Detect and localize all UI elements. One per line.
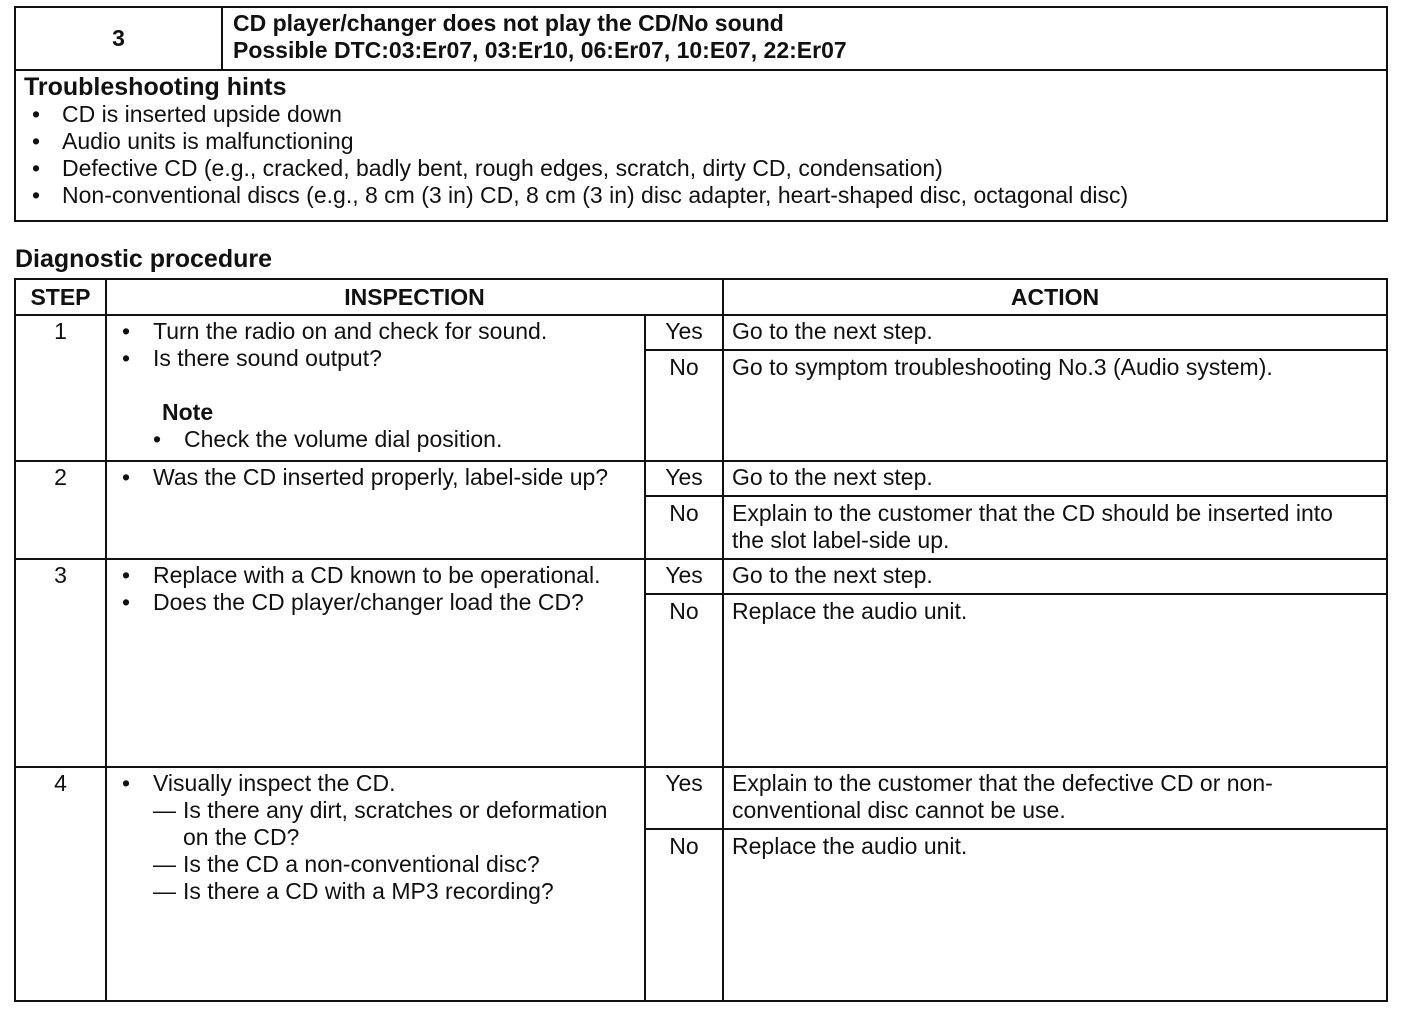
- no-action-line: Explain to the customer that the CD should be inserted into: [732, 500, 1333, 526]
- possible-dtc: Possible DTC:03:Er07, 03:Er10, 06:Er07, 10:E07, 22:Er07: [233, 37, 847, 63]
- yes-action: [723, 767, 1387, 829]
- no-action: Replace the audio unit.: [723, 594, 1387, 767]
- step-number: 2: [15, 461, 106, 559]
- hint-item: • Audio units is malfunctioning: [16, 128, 1386, 155]
- inspection-item: • Is there sound output?: [107, 345, 644, 372]
- yes-action: Go to the next step.: [723, 559, 1387, 594]
- sub-question-text: on the CD?: [183, 824, 300, 850]
- sub-question-text: — Is there a CD with a MP3 recording?: [183, 878, 554, 904]
- hint-item: • Defective CD (e.g., cracked, badly bent, rough edges, scratch, dirty CD, condensation): [16, 155, 1386, 182]
- note-item: • Check the volume dial position.: [138, 426, 644, 453]
- procedure-table: [14, 278, 1388, 1002]
- symptom-title-cell: [222, 7, 1387, 70]
- yes-action-line: conventional disc cannot be use.: [732, 797, 1066, 823]
- yes-label: Yes: [645, 461, 723, 496]
- yes-action: Go to the next step.: [723, 315, 1387, 350]
- hints-heading: Troubleshooting hints: [24, 73, 287, 101]
- step-inspection: [106, 461, 645, 559]
- yes-label: Yes: [645, 559, 723, 594]
- step-number: 3: [15, 559, 106, 767]
- inspection-item: • Visually inspect the CD.: [107, 770, 644, 797]
- symptom-number-text: 3: [112, 25, 125, 51]
- yes-action: Go to the next step.: [723, 461, 1387, 496]
- inspection-item: • Was the CD inserted properly, label-side up?: [107, 464, 644, 491]
- hint-item: • CD is inserted upside down: [16, 101, 1386, 128]
- symptom-title: CD player/changer does not play the CD/No sound: [233, 10, 784, 36]
- sub-question-text: — Is there any dirt, scratches or deformation: [183, 797, 608, 823]
- no-action-line: the slot label-side up.: [732, 527, 950, 553]
- no-label: No: [645, 350, 723, 461]
- troubleshooting-hints: [15, 70, 1387, 221]
- sub-question: [153, 878, 644, 905]
- symptom-number: [15, 7, 222, 70]
- hints-list: [16, 101, 1386, 209]
- step-inspection: [106, 315, 645, 461]
- hint-item: • Non-conventional discs (e.g., 8 cm (3 in) CD, 8 cm (3 in) disc adapter, heart-shaped disc, octagonal disc): [16, 182, 1386, 209]
- sub-question-list: [107, 797, 644, 905]
- no-action: Go to symptom troubleshooting No.3 (Audio system).: [723, 350, 1387, 461]
- column-header-inspection: INSPECTION: [106, 279, 723, 315]
- no-label: No: [645, 829, 723, 1001]
- no-action: [723, 496, 1387, 559]
- no-label: No: [645, 594, 723, 767]
- step-number: 4: [15, 767, 106, 1001]
- sub-question: [153, 851, 644, 878]
- sub-question-text: — Is the CD a non-conventional disc?: [183, 851, 540, 877]
- step-number: 1: [15, 315, 106, 461]
- column-header-action: ACTION: [723, 279, 1387, 315]
- note-label: Note: [162, 399, 214, 425]
- no-action: Replace the audio unit.: [723, 829, 1387, 1001]
- symptom-header: [14, 6, 1388, 222]
- sub-question: [153, 797, 644, 851]
- column-header-step: STEP: [15, 279, 106, 315]
- no-label: No: [645, 496, 723, 559]
- yes-label: Yes: [645, 315, 723, 350]
- step-inspection: [106, 559, 645, 767]
- inspection-item: • Turn the radio on and check for sound.: [107, 318, 644, 345]
- yes-action-line: Explain to the customer that the defective CD or non-: [732, 770, 1273, 796]
- inspection-item: • Replace with a CD known to be operational.: [107, 562, 644, 589]
- procedure-heading: Diagnostic procedure: [15, 245, 272, 273]
- yes-label: Yes: [645, 767, 723, 829]
- inspection-item: • Does the CD player/changer load the CD?: [107, 589, 644, 616]
- step-inspection: [106, 767, 645, 1001]
